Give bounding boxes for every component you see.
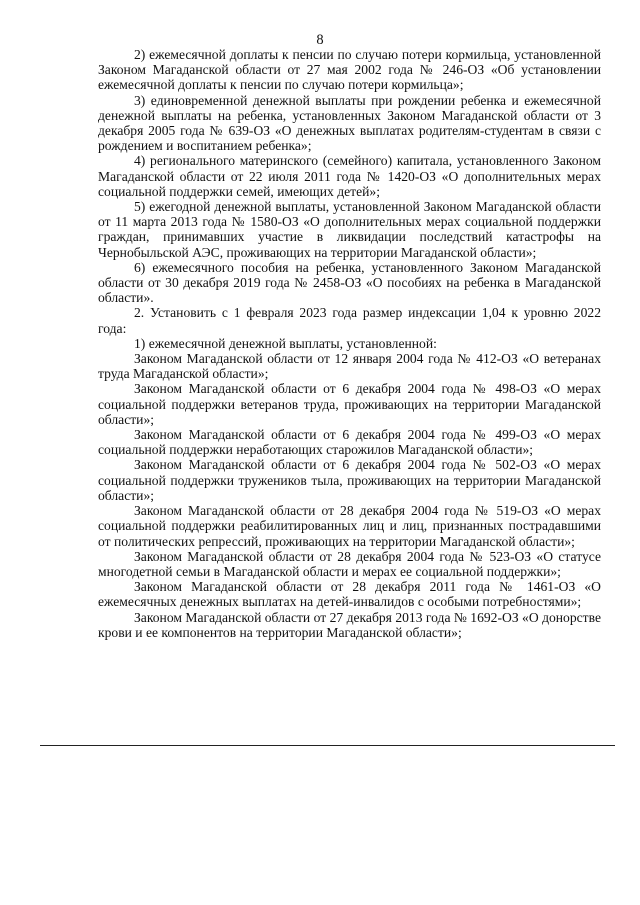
paragraph-item-2: 2) ежемесячной доплаты к пенсии по случаю потери кормильца, установленной Законом Магаданской области от 27 мая 2002 года № 246-ОЗ «Об установлении ежемесячной доплаты к пенсии по случаю потери кормильца»;	[98, 47, 601, 93]
paragraph-point-2: 2. Установить с 1 февраля 2023 года размер индексации 1,04 к уровню 2022 года:	[98, 305, 601, 336]
paragraph-law-1692: Законом Магаданской области от 27 декабря 2013 года № 1692-ОЗ «О донорстве крови и ее компонентов на территории Магаданской области»;	[98, 609, 601, 640]
page-divider	[40, 745, 615, 746]
document-body	[98, 47, 601, 640]
paragraph-subitem-1: 1) ежемесячной денежной выплаты, установленной:	[134, 335, 437, 351]
paragraph-law-502: Законом Магаданской области от 6 декабря 2004 года № 502-ОЗ «О мерах социальной поддержки тружеников тыла, проживающих на территории Магаданской области»;	[98, 457, 601, 503]
paragraph-item-6: 6) ежемесячного пособия на ребенка, установленного Законом Магаданской области от 30 декабря 2019 года № 2458-ОЗ «О пособиях на ребенка в Магаданской области».	[98, 259, 601, 306]
paragraph-law-412: Законом Магаданской области от 12 января 2004 года № 412-ОЗ «О ветеранах труда Магаданской области»;	[98, 351, 601, 382]
page-number: 8	[316, 32, 324, 48]
paragraph-law-1461: Законом Магаданской области от 28 декабря 2011 года № 1461-ОЗ «О ежемесячных денежных выплатах на детей-инвалидов с особыми потребностями»;	[98, 579, 601, 610]
paragraph-law-498: Законом Магаданской области от 6 декабря 2004 года № 498-ОЗ «О мерах социальной поддержки ветеранов труда, проживающих на территории Магаданской области»;	[98, 381, 601, 427]
paragraph-item-5: 5) ежегодной денежной выплаты, установленной Законом Магаданской области от 11 марта 2013 года № 1580-ОЗ «О дополнительных мерах социальной поддержки граждан, принимавших участие в ликвидации последствий катастрофы на Чернобыльской АЭС, проживающих на территории Магаданской области»;	[98, 199, 601, 260]
paragraph-item-4: 4) регионального материнского (семейного) капитала, установленного Законом Магаданской области от 22 июля 2011 года № 1420-ОЗ «О дополнительных мерах социальной поддержки семей, имеющих детей»;	[98, 153, 601, 199]
paragraph-item-3: 3) единовременной денежной выплаты при рождении ребенка и ежемесячной денежной выплаты на ребенка, установленных Законом Магаданской области от 3 декабря 2005 года № 639-ОЗ «О денежных выплатах родителям-студентам в связи с рождением и воспитанием ребенка»;	[98, 92, 601, 154]
paragraph-law-523: Законом Магаданской области от 28 декабря 2004 года № 523-ОЗ «О статусе многодетной семьи в Магаданской области и мерах ее социальной поддержки»;	[98, 548, 601, 579]
paragraph-law-499: Законом Магаданской области от 6 декабря 2004 года № 499-ОЗ «О мерах социальной поддержки неработающих старожилов Магаданской области»;	[98, 427, 601, 458]
paragraph-law-519: Законом Магаданской области от 28 декабря 2004 года № 519-ОЗ «О мерах социальной поддержки реабилитированных лиц и лиц, признанных пострадавшими от политических репрессий, проживающих на территории Магаданской области»;	[98, 503, 601, 549]
